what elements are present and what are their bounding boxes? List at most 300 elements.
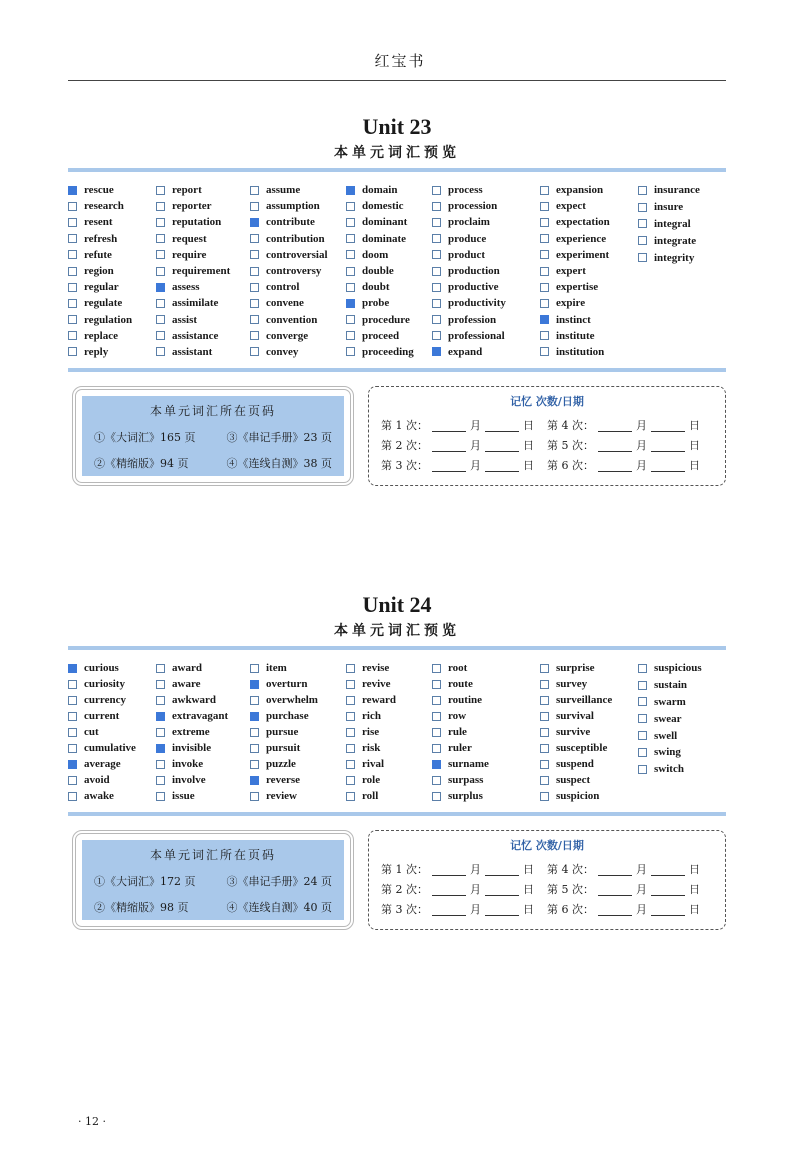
checkbox[interactable] [156,680,165,689]
checkbox[interactable] [250,186,259,195]
checkbox[interactable] [156,664,165,673]
vocab-item[interactable] [540,772,638,788]
checkbox[interactable] [156,696,165,705]
vocab-item[interactable] [432,724,540,740]
checkbox[interactable] [68,664,77,673]
vocab-item[interactable] [346,772,432,788]
checkbox[interactable] [432,283,441,292]
vocab-item[interactable] [540,756,638,772]
checkbox[interactable] [156,267,165,276]
checkbox[interactable] [346,347,355,356]
checkbox[interactable] [250,728,259,737]
vocab-item[interactable] [346,692,432,708]
vocab-item[interactable] [346,708,432,724]
checkbox[interactable] [250,664,259,673]
vocab-item[interactable] [250,328,346,344]
vocab-item[interactable] [432,279,540,295]
vocab-item[interactable] [346,740,432,756]
checkbox[interactable] [156,315,165,324]
day-blank[interactable] [485,439,519,452]
vocab-item[interactable] [540,182,638,198]
checkbox[interactable] [68,696,77,705]
checkbox[interactable] [250,680,259,689]
vocab-item[interactable] [346,295,432,311]
checkbox[interactable] [540,664,549,673]
checkbox[interactable] [156,186,165,195]
checkbox[interactable] [638,664,647,673]
checkbox[interactable] [346,315,355,324]
day-blank[interactable] [651,863,685,876]
checkbox[interactable] [250,760,259,769]
vocab-item[interactable] [540,279,638,295]
month-blank[interactable] [598,459,632,472]
vocab-item[interactable] [432,740,540,756]
month-blank[interactable] [598,863,632,876]
vocab-item[interactable] [432,788,540,804]
vocab-item[interactable] [346,328,432,344]
vocab-item[interactable] [540,198,638,214]
checkbox[interactable] [540,267,549,276]
checkbox[interactable] [638,219,647,228]
vocab-item[interactable] [68,708,156,724]
checkbox[interactable] [346,712,355,721]
checkbox[interactable] [156,792,165,801]
vocab-item[interactable] [68,328,156,344]
vocab-item[interactable] [638,677,726,694]
month-blank[interactable] [598,883,632,896]
day-blank[interactable] [651,459,685,472]
vocab-item[interactable] [68,756,156,772]
checkbox[interactable] [346,186,355,195]
day-blank[interactable] [485,459,519,472]
vocab-item[interactable] [250,708,346,724]
vocab-item[interactable] [156,263,250,279]
vocab-item[interactable] [638,182,726,199]
day-blank[interactable] [651,903,685,916]
checkbox[interactable] [250,744,259,753]
vocab-item[interactable] [156,756,250,772]
vocab-item[interactable] [156,279,250,295]
checkbox[interactable] [540,186,549,195]
word-column [250,182,346,360]
vocab-item[interactable] [156,231,250,247]
checkbox[interactable] [432,760,441,769]
checkbox[interactable] [432,299,441,308]
vocab-item[interactable] [346,756,432,772]
checkbox[interactable] [432,267,441,276]
vocab-item[interactable] [156,214,250,230]
checkbox[interactable] [250,776,259,785]
checkbox[interactable] [346,250,355,259]
checkbox[interactable] [346,299,355,308]
vocab-word: request [172,232,207,245]
vocab-item[interactable] [540,788,638,804]
vocab-item[interactable] [250,740,346,756]
vocab-item[interactable] [346,788,432,804]
vocab-item[interactable] [68,279,156,295]
checkbox[interactable] [68,347,77,356]
vocab-item[interactable] [346,231,432,247]
checkbox[interactable] [346,776,355,785]
checkbox[interactable] [432,680,441,689]
checkbox[interactable] [638,765,647,774]
checkbox[interactable] [638,731,647,740]
day-blank[interactable] [485,419,519,432]
checkbox[interactable] [68,202,77,211]
checkbox[interactable] [68,728,77,737]
vocab-item[interactable] [638,744,726,761]
month-blank[interactable] [598,419,632,432]
vocab-item[interactable] [68,788,156,804]
vocab-item[interactable] [156,660,250,676]
vocab-item[interactable] [156,198,250,214]
vocab-item[interactable] [540,708,638,724]
vocab-item[interactable] [156,788,250,804]
vocab-item[interactable] [250,788,346,804]
checkbox[interactable] [432,202,441,211]
checkbox[interactable] [156,218,165,227]
vocab-item[interactable] [156,740,250,756]
vocab-item[interactable] [432,312,540,328]
vocab-word: expansion [556,184,604,197]
checkbox[interactable] [540,760,549,769]
vocab-item[interactable] [638,660,726,677]
checkbox[interactable] [156,234,165,243]
checkbox[interactable] [346,792,355,801]
checkbox[interactable] [346,218,355,227]
vocab-item[interactable] [68,231,156,247]
checkbox[interactable] [540,283,549,292]
checkbox[interactable] [638,203,647,212]
checkbox[interactable] [540,680,549,689]
checkbox[interactable] [250,712,259,721]
checkbox[interactable] [432,315,441,324]
vocab-item[interactable] [540,660,638,676]
vocab-item[interactable] [432,344,540,360]
vocab-word: suspicion [556,790,600,802]
checkbox[interactable] [540,792,549,801]
memory-row [381,859,713,879]
vocab-item[interactable] [346,724,432,740]
checkbox[interactable] [250,347,259,356]
vocab-item[interactable] [540,724,638,740]
vocab-item[interactable] [250,692,346,708]
vocab-item[interactable] [540,214,638,230]
checkbox[interactable] [638,697,647,706]
day-blank[interactable] [651,439,685,452]
vocab-item[interactable] [432,328,540,344]
vocab-item[interactable] [540,676,638,692]
vocab-item[interactable] [346,312,432,328]
checkbox[interactable] [250,218,259,227]
checkbox[interactable] [346,267,355,276]
vocab-item[interactable] [432,182,540,198]
vocab-word: experience [556,232,607,245]
checkbox[interactable] [540,744,549,753]
vocab-item[interactable] [346,247,432,263]
checkbox[interactable] [432,728,441,737]
checkbox[interactable] [346,680,355,689]
day-blank[interactable] [485,863,519,876]
checkbox[interactable] [156,347,165,356]
month-blank[interactable] [432,459,466,472]
vocab-item[interactable] [68,676,156,692]
vocab-item[interactable] [68,312,156,328]
vocab-item[interactable] [346,198,432,214]
month-blank[interactable] [598,903,632,916]
checkbox[interactable] [250,696,259,705]
vocab-item[interactable] [638,761,726,778]
checkbox[interactable] [250,250,259,259]
checkbox[interactable] [638,253,647,262]
vocab-item[interactable] [638,216,726,233]
month-blank[interactable] [432,903,466,916]
vocab-item[interactable] [250,676,346,692]
month-blank[interactable] [432,419,466,432]
checkbox[interactable] [68,680,77,689]
checkbox[interactable] [68,760,77,769]
vocab-item[interactable] [432,708,540,724]
checkbox[interactable] [432,218,441,227]
checkbox[interactable] [540,250,549,259]
checkbox[interactable] [346,283,355,292]
checkbox[interactable] [156,728,165,737]
vocab-item[interactable] [68,263,156,279]
vocab-item[interactable] [432,247,540,263]
vocab-item[interactable] [68,692,156,708]
vocab-item[interactable] [638,199,726,216]
vocab-item[interactable] [432,214,540,230]
vocab-item[interactable] [432,198,540,214]
checkbox[interactable] [432,696,441,705]
checkbox[interactable] [540,315,549,324]
day-blank[interactable] [651,883,685,896]
checkbox[interactable] [68,283,77,292]
checkbox[interactable] [250,202,259,211]
vocab-item[interactable] [432,660,540,676]
vocab-item[interactable] [432,295,540,311]
vocab-item[interactable] [156,708,250,724]
month-blank[interactable] [598,439,632,452]
checkbox[interactable] [432,776,441,785]
vocab-item[interactable] [638,232,726,249]
vocab-item[interactable] [250,772,346,788]
vocab-item[interactable] [432,676,540,692]
vocab-item[interactable] [156,182,250,198]
vocab-item[interactable] [156,724,250,740]
vocab-item[interactable] [250,214,346,230]
vocab-item[interactable] [346,676,432,692]
vocab-item[interactable] [250,344,346,360]
vocab-item[interactable] [250,198,346,214]
checkbox[interactable] [156,283,165,292]
vocab-item[interactable] [540,692,638,708]
checkbox[interactable] [346,760,355,769]
vocab-item[interactable] [638,727,726,744]
month-blank[interactable] [432,883,466,896]
month-blank[interactable] [432,863,466,876]
checkbox[interactable] [432,712,441,721]
vocab-word: puzzle [266,758,296,770]
vocab-item[interactable] [540,344,638,360]
checkbox[interactable] [250,315,259,324]
checkbox[interactable] [250,331,259,340]
checkbox[interactable] [432,250,441,259]
vocab-item[interactable] [540,740,638,756]
vocab-item[interactable] [156,676,250,692]
checkbox[interactable] [432,347,441,356]
vocab-item[interactable] [540,263,638,279]
vocab-item[interactable] [250,724,346,740]
checkbox[interactable] [540,299,549,308]
vocab-item[interactable] [638,694,726,711]
checkbox[interactable] [638,236,647,245]
checkbox[interactable] [346,744,355,753]
vocab-item[interactable] [346,263,432,279]
vocab-item[interactable] [250,247,346,263]
checkbox[interactable] [346,331,355,340]
checkbox[interactable] [638,186,647,195]
checkbox[interactable] [156,776,165,785]
vocab-item[interactable] [540,247,638,263]
vocab-item[interactable] [540,231,638,247]
checkbox[interactable] [346,664,355,673]
checkbox[interactable] [68,186,77,195]
vocab-item[interactable] [250,279,346,295]
month-label: 月 [470,419,481,432]
vocab-item[interactable] [68,214,156,230]
vocab-item[interactable] [346,214,432,230]
checkbox[interactable] [346,696,355,705]
checkbox[interactable] [250,234,259,243]
checkbox[interactable] [638,714,647,723]
vocab-item[interactable] [638,249,726,266]
vocab-item[interactable] [68,247,156,263]
vocab-item[interactable] [638,710,726,727]
vocab-word: extravagant [172,710,229,722]
checkbox[interactable] [68,712,77,721]
checkbox[interactable] [346,728,355,737]
checkbox[interactable] [540,728,549,737]
month-blank[interactable] [432,439,466,452]
vocab-item[interactable] [68,724,156,740]
vocab-item[interactable] [346,344,432,360]
day-blank[interactable] [485,883,519,896]
vocab-item[interactable] [68,740,156,756]
checkbox[interactable] [68,776,77,785]
checkbox[interactable] [250,267,259,276]
checkbox[interactable] [540,331,549,340]
checkbox[interactable] [346,234,355,243]
vocab-item[interactable] [156,692,250,708]
vocab-item[interactable] [68,182,156,198]
vocab-item[interactable] [250,295,346,311]
vocab-word: switch [654,763,684,776]
checkbox[interactable] [432,331,441,340]
checkbox[interactable] [156,744,165,753]
checkbox[interactable] [68,234,77,243]
vocab-item[interactable] [432,756,540,772]
checkbox[interactable] [156,712,165,721]
vocab-item[interactable] [68,772,156,788]
checkbox[interactable] [68,331,77,340]
vocab-item[interactable] [156,247,250,263]
checkbox[interactable] [540,696,549,705]
vocab-item[interactable] [68,660,156,676]
checkbox[interactable] [68,218,77,227]
checkbox[interactable] [432,234,441,243]
vocab-item[interactable] [540,312,638,328]
checkbox[interactable] [68,250,77,259]
checkbox[interactable] [540,234,549,243]
checkbox[interactable] [540,347,549,356]
vocab-item[interactable] [432,772,540,788]
vocab-item[interactable] [540,295,638,311]
checkbox[interactable] [540,776,549,785]
vocab-item[interactable] [432,692,540,708]
vocab-item[interactable] [346,660,432,676]
checkbox[interactable] [638,748,647,757]
vocab-item[interactable] [250,756,346,772]
vocab-item[interactable] [68,344,156,360]
checkbox[interactable] [156,299,165,308]
checkbox[interactable] [432,792,441,801]
checkbox[interactable] [68,792,77,801]
vocab-item[interactable] [250,182,346,198]
vocab-word: insurance [654,184,700,197]
checkbox[interactable] [346,202,355,211]
day-blank[interactable] [651,419,685,432]
checkbox[interactable] [156,250,165,259]
vocab-item[interactable] [156,772,250,788]
vocab-item[interactable] [68,198,156,214]
vocab-item[interactable] [540,328,638,344]
vocab-item[interactable] [250,312,346,328]
vocab-item[interactable] [432,231,540,247]
vocab-item[interactable] [432,263,540,279]
vocab-item[interactable] [68,295,156,311]
checkbox[interactable] [432,744,441,753]
checkbox[interactable] [68,299,77,308]
vocab-item[interactable] [250,660,346,676]
checkbox[interactable] [432,664,441,673]
checkbox[interactable] [432,186,441,195]
vocab-item[interactable] [346,279,432,295]
day-blank[interactable] [485,903,519,916]
checkbox[interactable] [68,267,77,276]
checkbox[interactable] [540,218,549,227]
vocab-item[interactable] [250,263,346,279]
memory-entry [381,457,547,473]
checkbox[interactable] [68,744,77,753]
vocab-item[interactable] [156,312,250,328]
vocab-item[interactable] [156,344,250,360]
checkbox[interactable] [156,202,165,211]
vocab-item[interactable] [346,182,432,198]
checkbox[interactable] [250,299,259,308]
checkbox[interactable] [68,315,77,324]
checkbox[interactable] [156,760,165,769]
vocab-item[interactable] [156,295,250,311]
checkbox[interactable] [540,712,549,721]
checkbox[interactable] [638,681,647,690]
vocab-item[interactable] [250,231,346,247]
checkbox[interactable] [250,283,259,292]
checkbox[interactable] [540,202,549,211]
vocab-item[interactable] [156,328,250,344]
checkbox[interactable] [156,331,165,340]
checkbox[interactable] [250,792,259,801]
